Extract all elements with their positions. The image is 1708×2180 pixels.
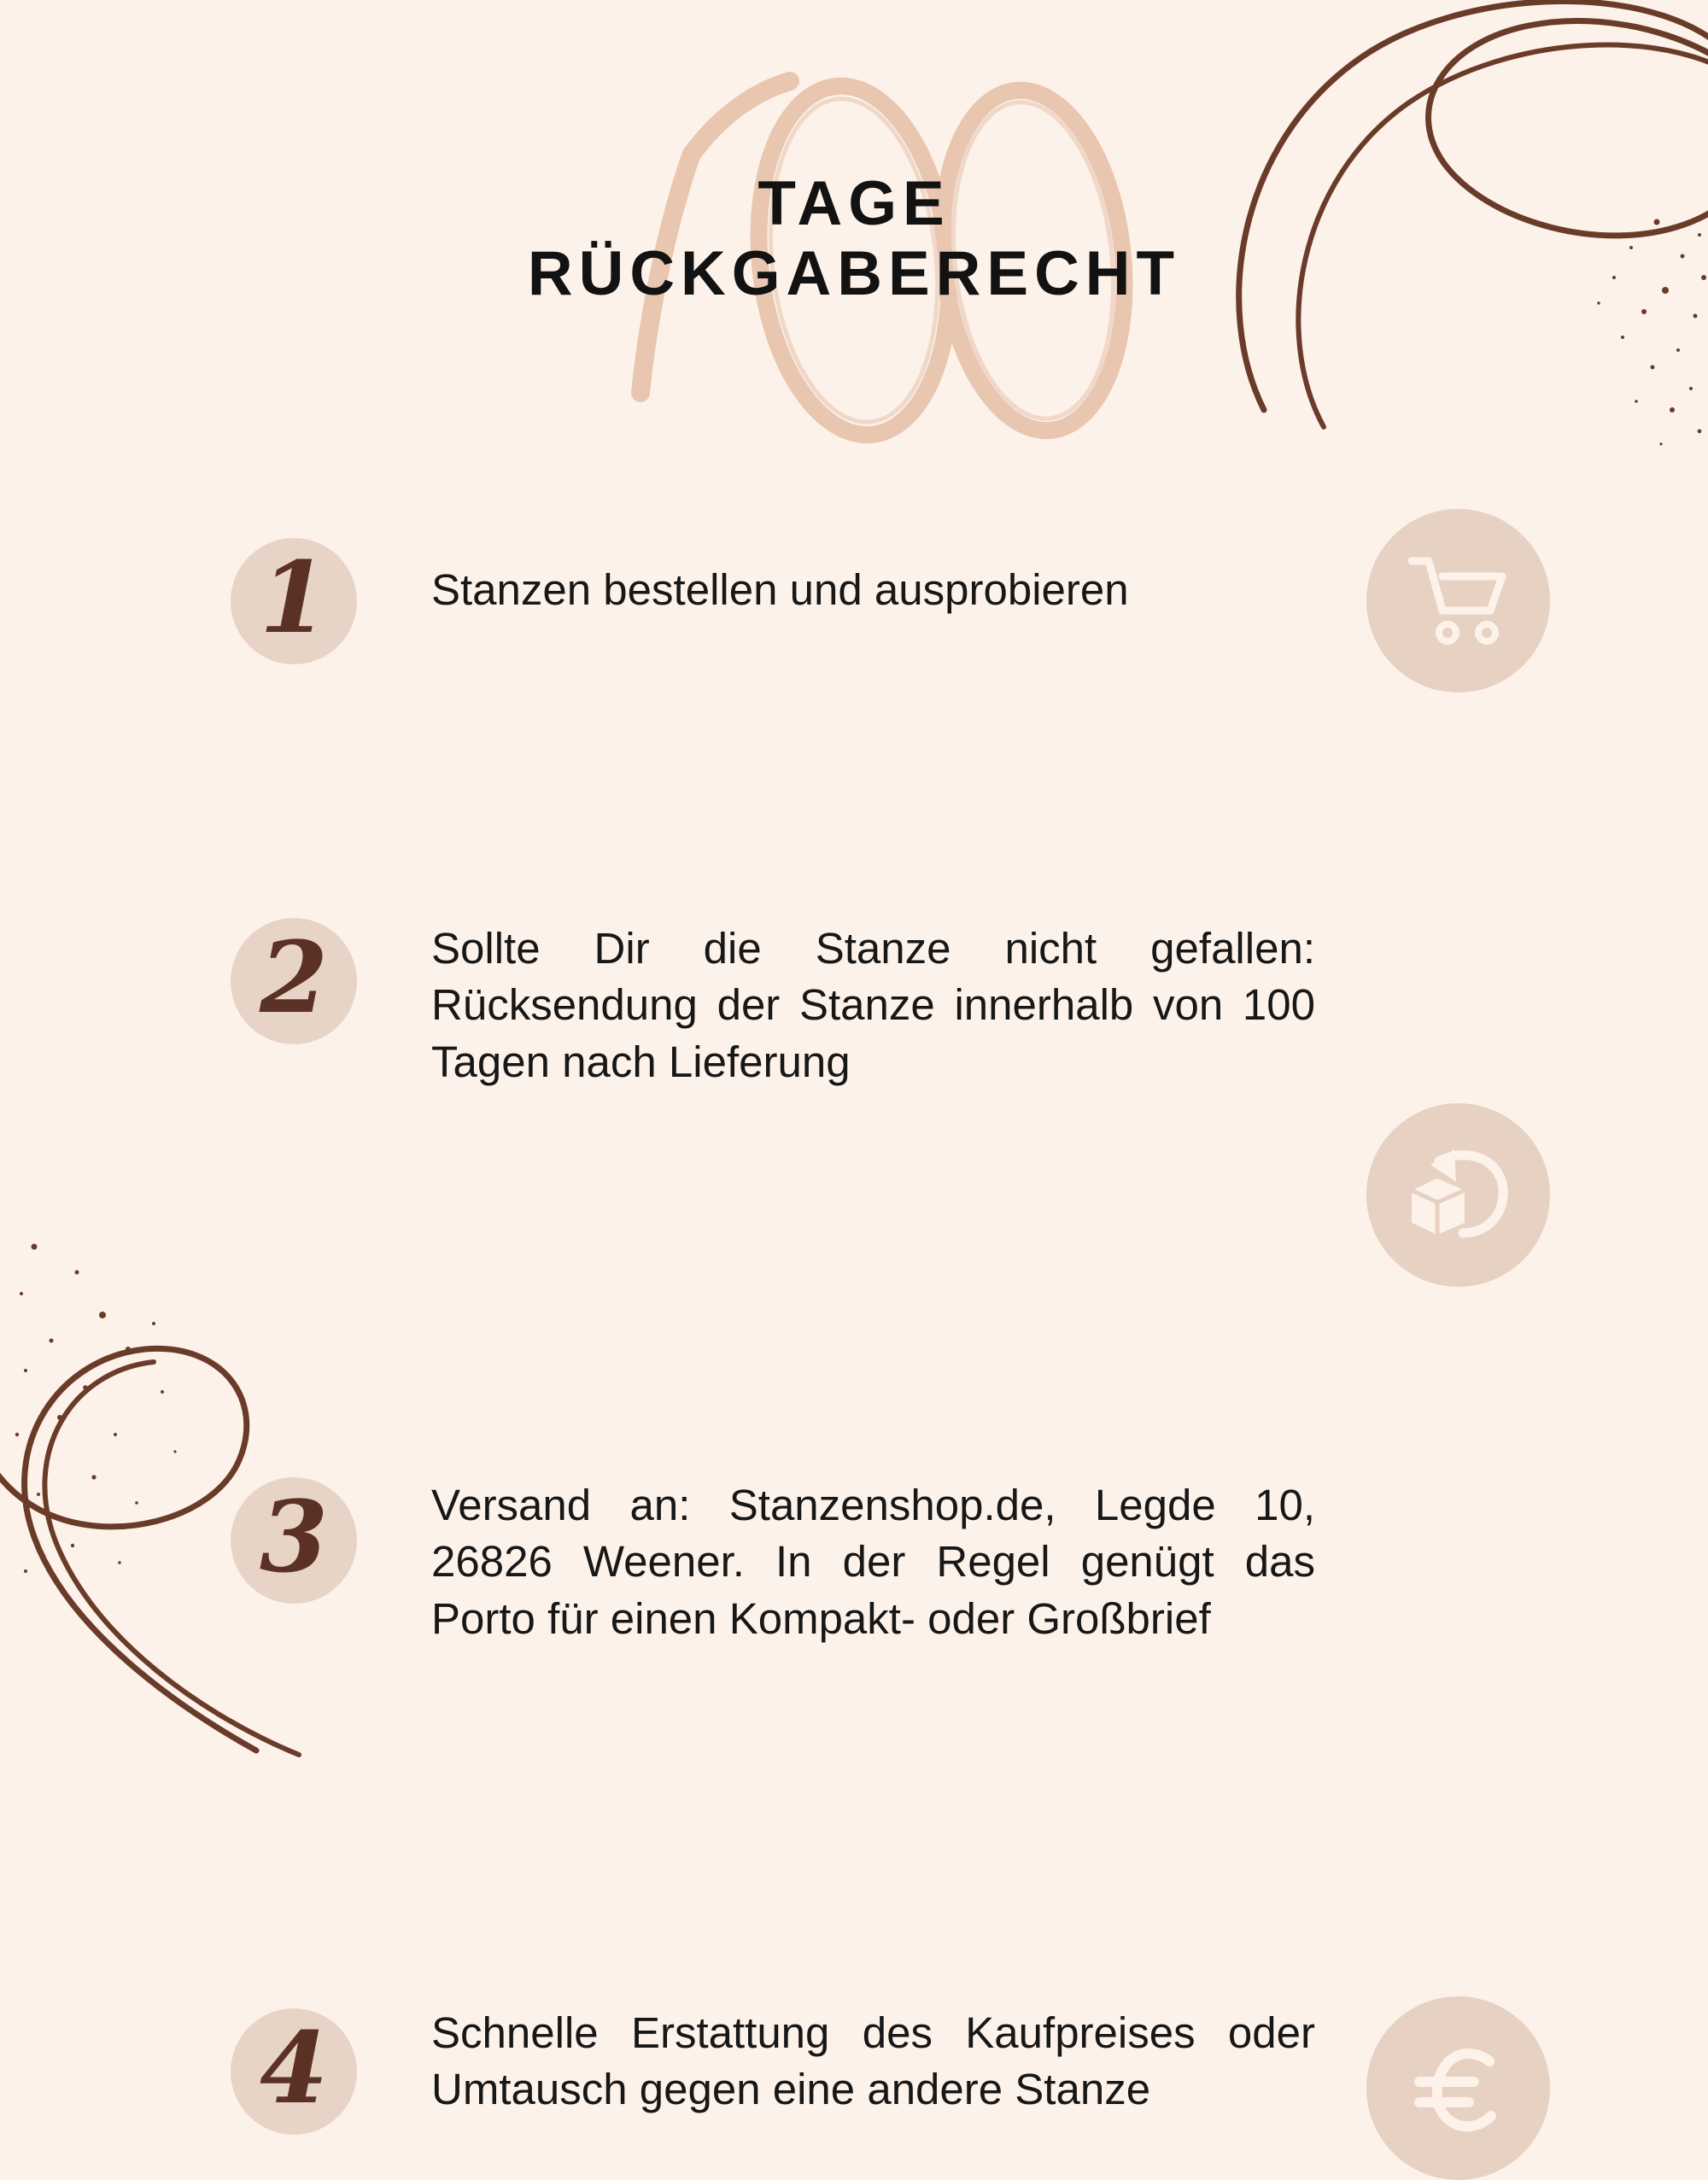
list-item: [0, 709, 1708, 1086]
step-number: 3: [259, 1479, 329, 1595]
step-number: 2: [259, 920, 329, 1036]
step-badge: [231, 538, 357, 664]
step-text: Schnelle Erstattung des Kaufpreises oder Umtausch gegen eine andere Stanze: [431, 2008, 1315, 2114]
step-text: Versand an: Stanzenshop.de, Legde 10, 26826 Weener. In der Regel genügt das Porto für einen Kompakt- oder Großbrief: [431, 1481, 1315, 1643]
step-text: Sollte Dir die Stanze nicht gefallen: Rücksendung der Stanze innerhalb von 100 Tagen nach Lieferung: [431, 924, 1315, 1086]
title-line-1: TAGE: [757, 169, 951, 238]
shopping-cart-icon: [1366, 509, 1550, 693]
step-badge: [231, 2008, 357, 2135]
step-text: Stanzen bestellen und ausprobieren: [431, 565, 1129, 614]
steps-list: [0, 512, 1708, 2126]
page-title: [0, 169, 1708, 309]
step-number: 4: [259, 2010, 329, 2126]
list-item: [0, 512, 1708, 709]
title-line-2: RÜCKGABERECHT: [527, 238, 1181, 308]
step-number: 1: [259, 540, 329, 656]
euro-icon: [1366, 1996, 1550, 2180]
header: [0, 0, 1708, 478]
list-item: [0, 991, 1708, 1643]
